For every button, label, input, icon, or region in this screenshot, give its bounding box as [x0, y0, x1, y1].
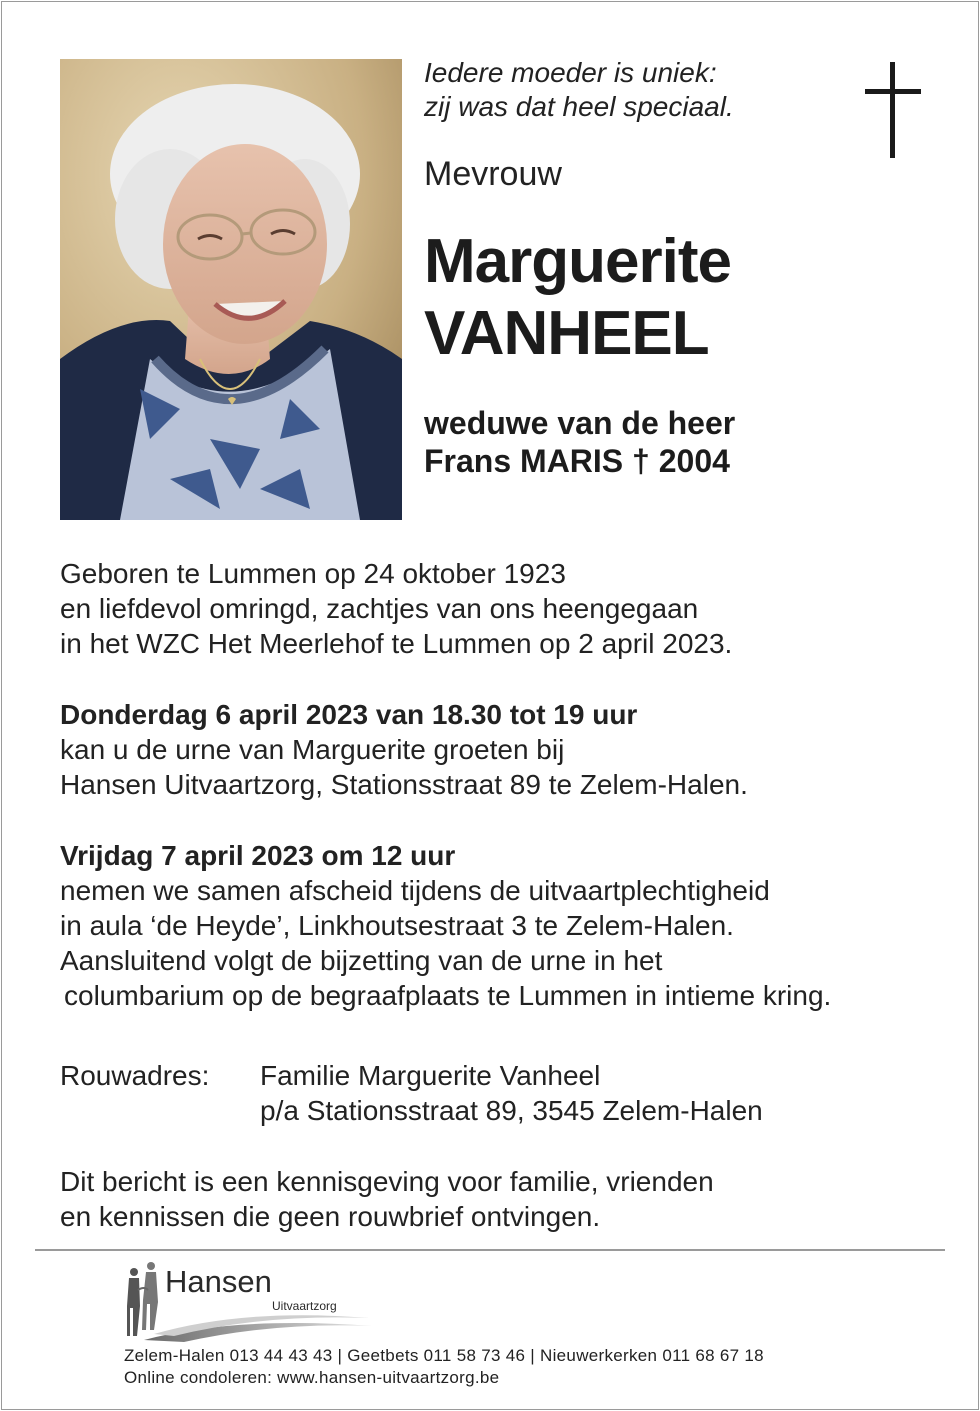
- footer-phone-numbers: Zelem-Halen 013 44 43 43 | Geetbets 011 58 73 46 | Nieuwerkerken 011 68 67 18: [124, 1346, 764, 1365]
- address-label: Rouwadres:: [60, 1060, 210, 1091]
- portrait-photo: [60, 59, 402, 520]
- quote-line-1: Iedere moeder is uniek:: [424, 57, 717, 88]
- deceased-name: [424, 226, 731, 370]
- ceremony-line-1: nemen we samen afscheid tijdens de uitvaartplechtigheid: [60, 875, 770, 906]
- birth-line-2: en liefdevol omringd, zachtjes van ons heengegaan: [60, 593, 699, 624]
- logo-name: Hansen: [165, 1264, 272, 1299]
- quote-line-2: zij was dat heel speciaal.: [424, 91, 734, 122]
- divider: [35, 1249, 945, 1251]
- ceremony-heading: Vrijdag 7 april 2023 om 12 uur: [60, 840, 456, 871]
- ceremony-line-2: in aula ‘de Heyde’, Linkhoutsestraat 3 te Zelem-Halen.: [60, 910, 734, 941]
- widow-of: [424, 404, 735, 480]
- visitation-heading: Donderdag 6 april 2023 van 18.30 tot 19 uur: [60, 699, 638, 730]
- birth-line-3: in het WZC Het Meerlehof te Lummen op 2 april 2023.: [60, 628, 733, 659]
- footer-condolence-link[interactable]: Online condoleren: www.hansen-uitvaartzorg.be: [124, 1368, 500, 1387]
- address-line-2: p/a Stationsstraat 89, 3545 Zelem-Halen: [260, 1095, 763, 1126]
- memorial-quote: [424, 56, 734, 124]
- ceremony-paragraph: [60, 838, 831, 1013]
- notice-paragraph: [60, 1164, 714, 1234]
- first-name: Marguerite: [424, 227, 731, 296]
- logo-subtitle: Uitvaartzorg: [272, 1299, 337, 1313]
- cross-icon: [865, 62, 921, 158]
- widow-line-2: Frans MARIS † 2004: [424, 443, 730, 479]
- visitation-paragraph: [60, 697, 748, 802]
- notice-line-1: Dit bericht is een kennisgeving voor familie, vrienden: [60, 1166, 714, 1197]
- ceremony-line-3: Aansluitend volgt de bijzetting van de urne in het: [60, 945, 663, 976]
- widow-line-1: weduwe van de heer: [424, 405, 736, 441]
- address-lines: [260, 1058, 763, 1128]
- ceremony-line-4: columbarium op de begraafplaats te Lummen in intieme kring.: [64, 980, 832, 1011]
- birth-paragraph: [60, 556, 732, 661]
- address-line-1: Familie Marguerite Vanheel: [260, 1060, 601, 1091]
- footer: [124, 1345, 764, 1389]
- notice-line-2: en kennissen die geen rouwbrief ontvingen.: [60, 1201, 601, 1232]
- last-name: VANHEEL: [424, 299, 709, 368]
- visitation-line-1: kan u de urne van Marguerite groeten bij: [60, 734, 565, 765]
- visitation-line-2: Hansen Uitvaartzorg, Stationsstraat 89 te Zelem-Halen.: [60, 769, 748, 800]
- portrait-illustration: [60, 59, 402, 520]
- salutation: Mevrouw: [424, 155, 562, 193]
- birth-line-1: Geboren te Lummen op 24 oktober 1923: [60, 558, 566, 589]
